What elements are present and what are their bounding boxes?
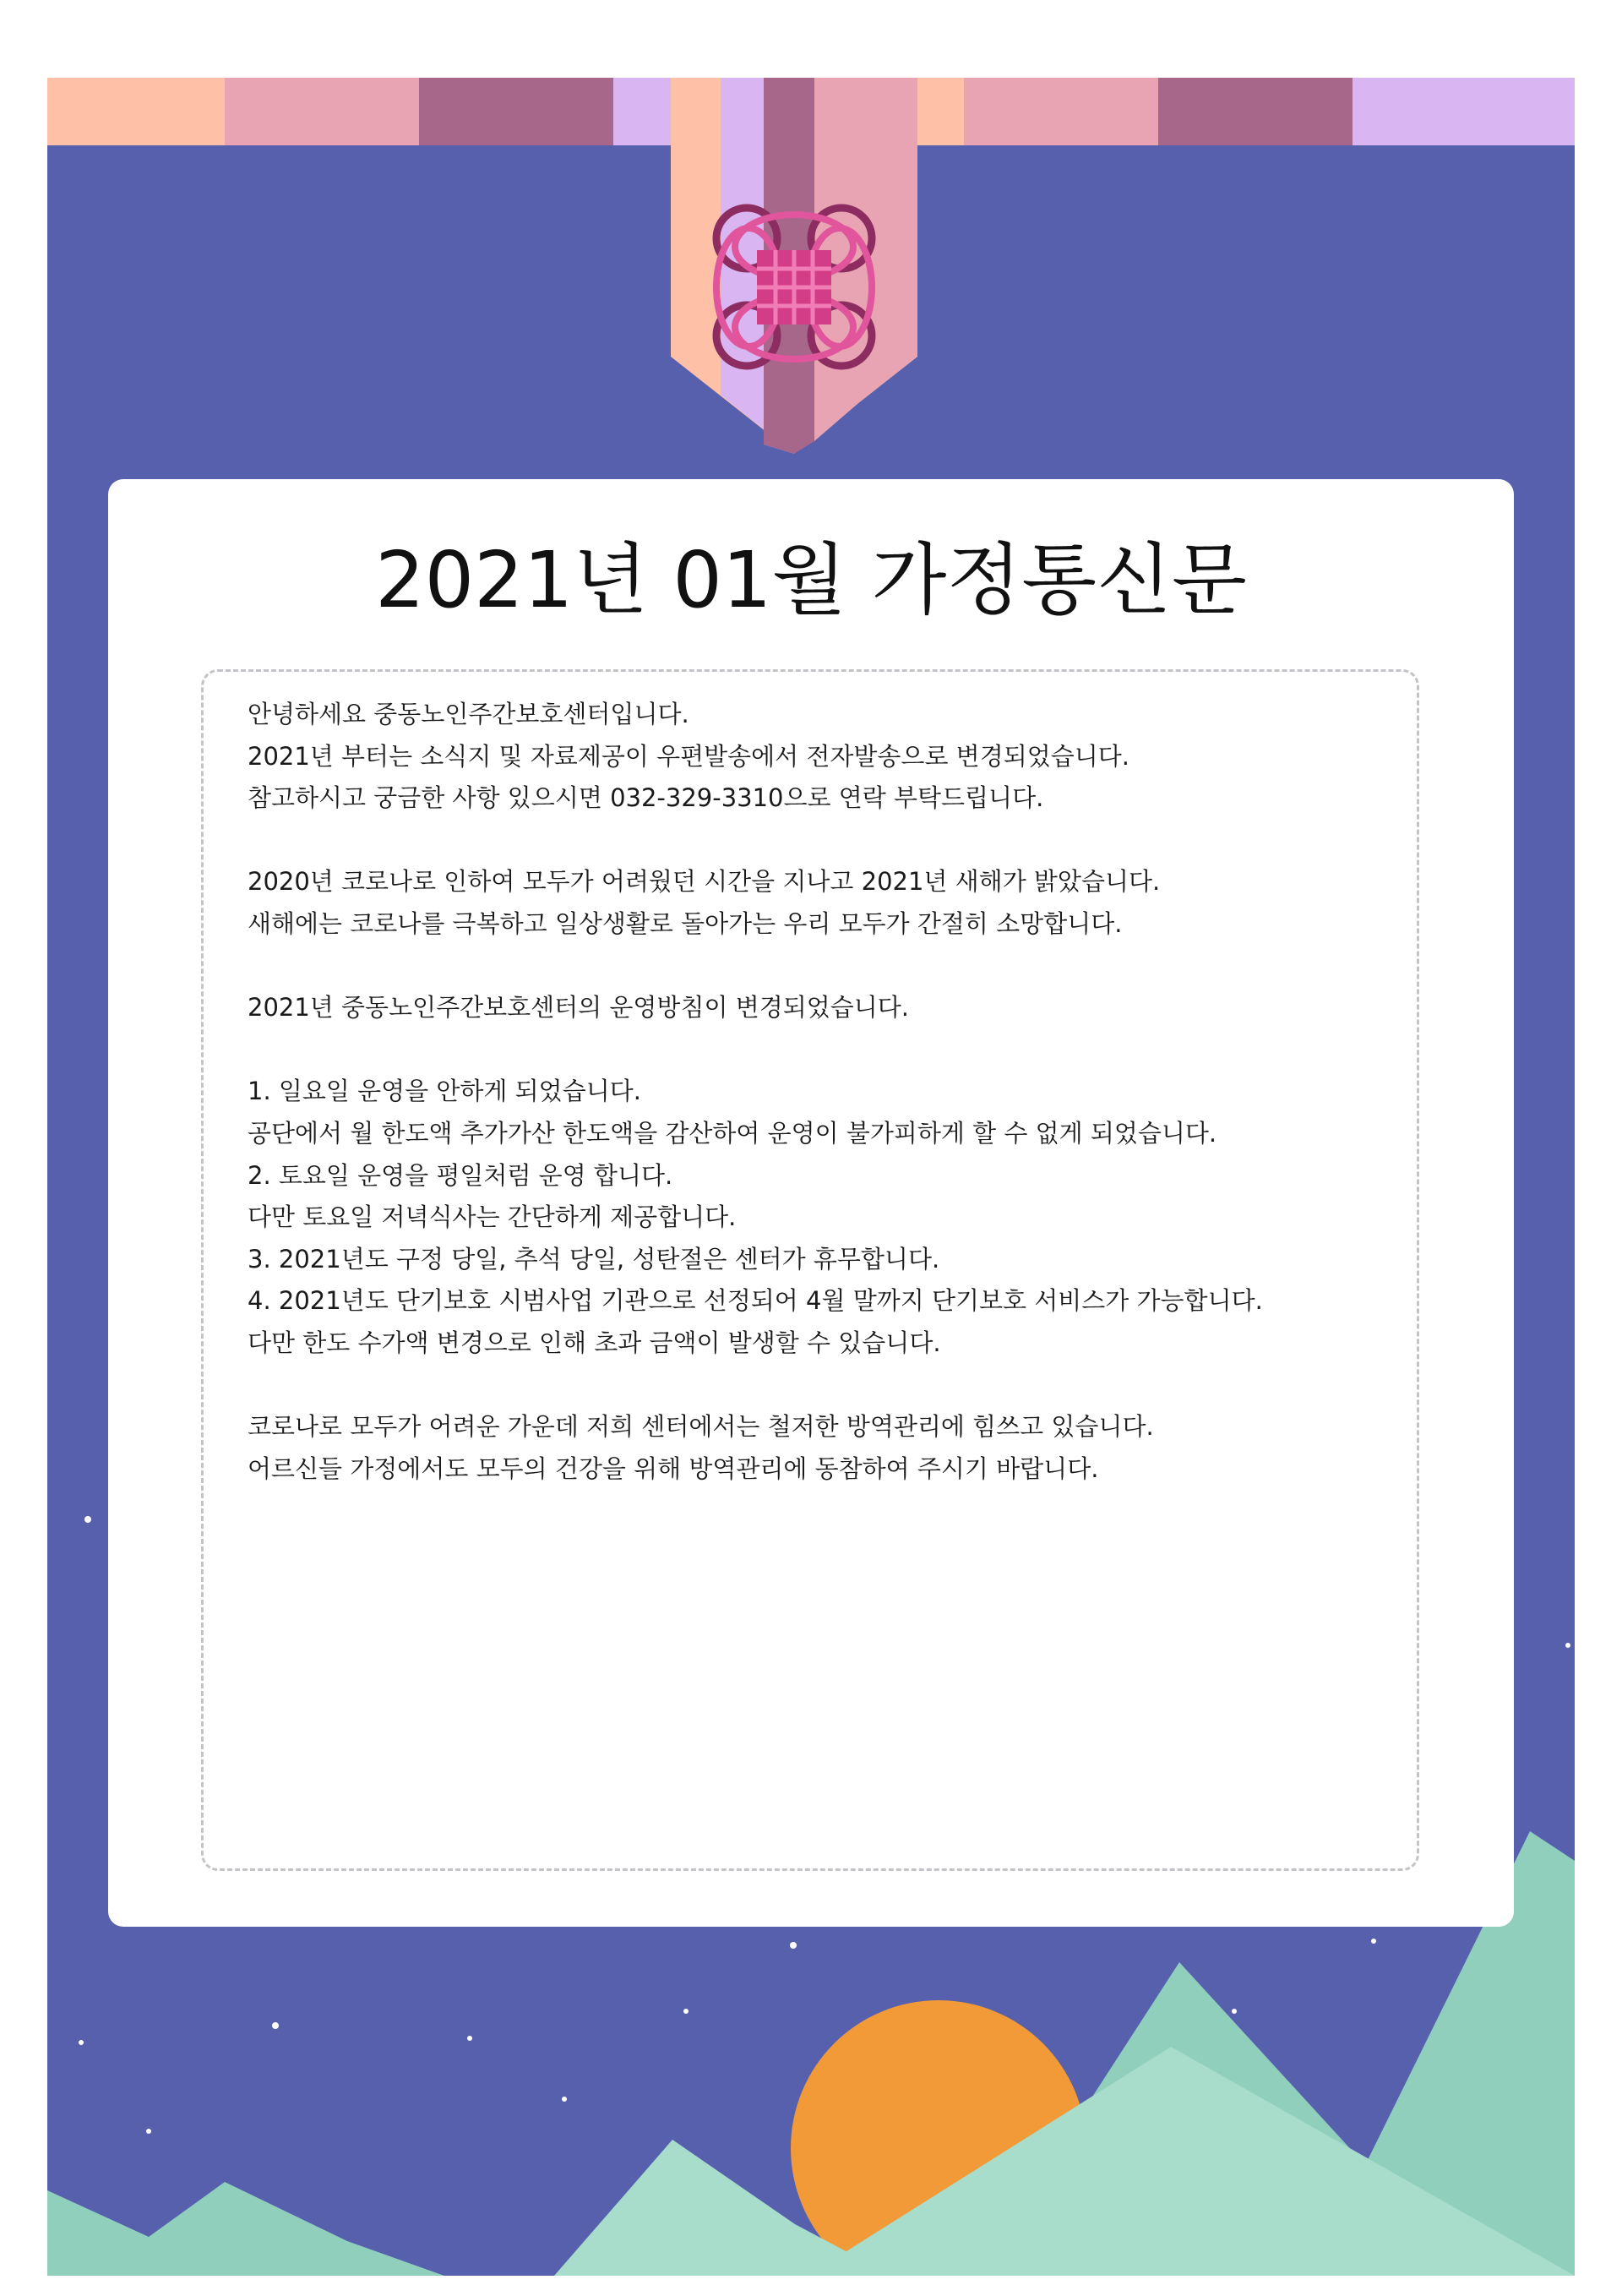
blank-line [248, 1029, 1376, 1072]
notice-line: 다만 토요일 저녁식사는 간단하게 제공합니다. [248, 1203, 737, 1232]
notice-text-box [201, 669, 1419, 1871]
notice-line: 2020년 코로나로 인하여 모두가 어려웠던 시간을 지나고 2021년 새해가 밝았습니다. [248, 867, 1161, 897]
newsletter-poster [47, 78, 1575, 2276]
notice-line: 다만 한도 수가액 변경으로 인해 초과 금액이 발생할 수 있습니다. [248, 1328, 941, 1357]
notice-line: 2021년 중동노인주간보호센터의 운영방침이 변경되었습니다. [248, 993, 910, 1023]
notice-line: 코로나로 모두가 어려운 가운데 저희 센터에서는 철저한 방역관리에 힘쓰고 있습니다. [248, 1412, 1154, 1442]
notice-line: 2021년 부터는 소식지 및 자료제공이 우편발송에서 전자발송으로 변경되었습니다. [248, 741, 1129, 771]
notice-line: 2. 토요일 운영을 평일처럼 운영 합니다. [248, 1160, 673, 1190]
notice-line: 공단에서 월 한도액 추가가산 한도액을 감산하여 운영이 불가피하게 할 수 없게 되었습니다. [248, 1118, 1217, 1148]
blank-line [248, 946, 1376, 988]
notice-line: 새해에는 코로나를 극복하고 일상생활로 돌아가는 우리 모두가 간절히 소망합니다. [248, 908, 1123, 938]
notice-line: 참고하시고 궁금한 사항 있으시면 032-329-3310으로 연락 부탁드립니다. [248, 783, 1044, 813]
notice-line: 3. 2021년도 구정 당일, 추석 당일, 성탄절은 센터가 휴무합니다. [248, 1244, 940, 1273]
notice-card [108, 479, 1514, 1927]
notice-line: 4. 2021년도 단기보호 시범사업 기관으로 선정되어 4월 말까지 단기보호 서비스가 가능합니다. [248, 1286, 1263, 1316]
notice-line: 1. 일요일 운영을 안하게 되었습니다. [248, 1077, 641, 1106]
page-title: 2021년 01월 가정통신문 [375, 535, 1247, 625]
blank-line [248, 1365, 1376, 1407]
blank-line [248, 820, 1376, 862]
notice-line: 어르신들 가정에서도 모두의 건강을 위해 방역관리에 동참하여 주시기 바랍니다. [248, 1453, 1099, 1483]
notice-line-greeting: 안녕하세요 중동노인주간보호센터입니다. [248, 700, 689, 728]
